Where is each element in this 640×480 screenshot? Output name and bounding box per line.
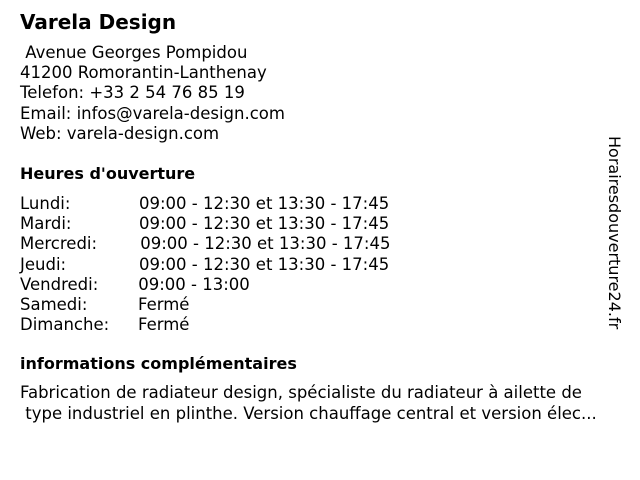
postal-city: 41200 Romorantin-Lanthenay xyxy=(20,63,267,83)
time-value: Fermé xyxy=(138,315,190,335)
email-line: Email: infos@varela-design.com xyxy=(20,103,285,123)
additional-info-heading: informations complémentaires xyxy=(20,354,297,373)
description-line: Fabrication de radiateur design, spécialiste du radiateur à ailette de xyxy=(20,383,582,402)
day-label: Samedi: xyxy=(20,294,88,314)
time-value: 09:00 - 12:30 et 13:30 - 17:45 xyxy=(135,234,391,254)
business-name: Varela Design xyxy=(20,10,177,34)
day-label: Jeudi: xyxy=(20,254,67,274)
day-label: Mercredi: xyxy=(20,234,98,254)
contact-block xyxy=(20,43,285,144)
street-address: Avenue Georges Pompidou xyxy=(20,43,248,62)
day-label: Vendredi: xyxy=(20,274,99,294)
time-value: 09:00 - 12:30 et 13:30 - 17:45 xyxy=(139,214,390,234)
phone-line: Telefon: +33 2 54 76 85 19 xyxy=(20,83,245,103)
web-line: Web: varela-design.com xyxy=(20,123,220,143)
time-value: 09:00 - 12:30 et 13:30 - 17:45 xyxy=(139,254,390,274)
description-line: type industriel en plinthe. Version chauffage central et version élec... xyxy=(20,404,597,423)
day-label: Lundi: xyxy=(20,194,71,213)
site-watermark: Horairesdouverture24.fr xyxy=(605,136,624,330)
day-label: Dimanche: xyxy=(20,315,110,335)
time-value: 09:00 - 12:30 et 13:30 - 17:45 xyxy=(139,194,390,213)
opening-hours-heading: Heures d'ouverture xyxy=(20,164,196,183)
additional-info-text xyxy=(20,382,635,424)
time-value: 09:00 - 13:00 xyxy=(133,274,250,294)
day-label: Mardi: xyxy=(20,214,72,234)
time-value: Fermé xyxy=(138,294,190,314)
